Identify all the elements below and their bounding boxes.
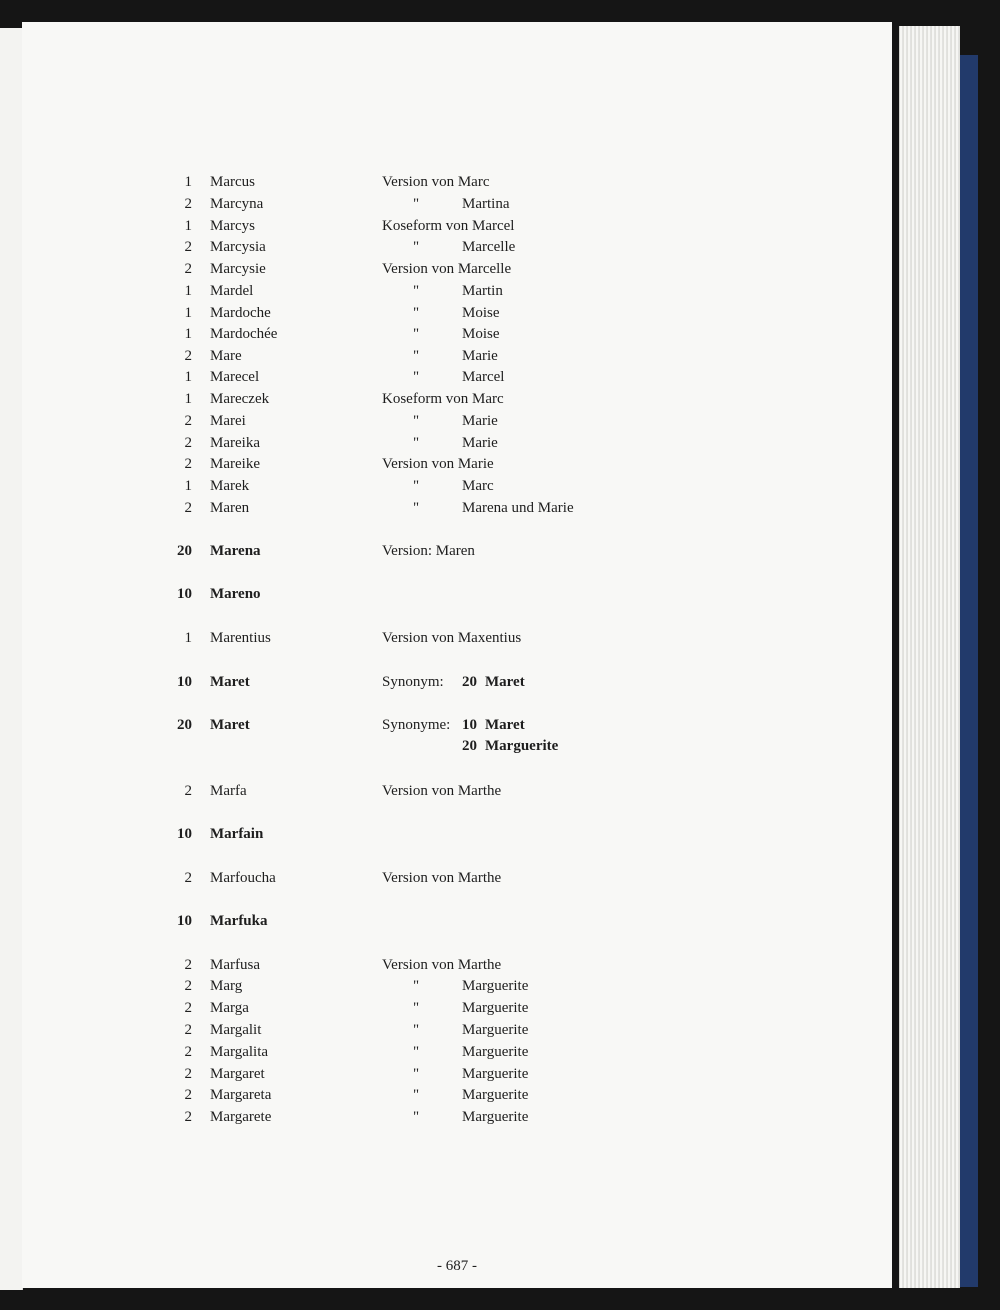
entry-target: Marcelle: [462, 239, 516, 255]
entry-count: 10: [177, 913, 192, 929]
entry-description: Koseform von Marc: [382, 391, 504, 407]
entry-name: Marei: [210, 413, 246, 429]
synonym-label: Synonyme:: [382, 717, 451, 733]
entry-name: Maren: [210, 500, 250, 516]
entry-count: 10: [177, 674, 192, 690]
entry-count: 2: [184, 957, 192, 973]
synonym-name: Maret: [485, 717, 525, 733]
entry-name: Mare: [210, 348, 242, 364]
entry-count: 2: [184, 196, 192, 212]
entry-row: [22, 911, 892, 931]
entry-description: Version von Maxentius: [382, 630, 522, 646]
synonym-count: 10: [462, 717, 477, 733]
entry-target: Moise: [462, 326, 500, 342]
entry-count: 2: [184, 1000, 192, 1016]
entry-row: [22, 367, 892, 387]
entry-row: [22, 389, 892, 409]
entry-name: Maret: [210, 674, 250, 690]
page-number: - 687 -: [437, 1258, 477, 1274]
ditto-mark: ": [412, 326, 420, 342]
entry-name: Mareno: [210, 586, 261, 602]
ditto-mark: ": [412, 348, 420, 364]
entry-count: 1: [184, 630, 192, 646]
entry-name: Mareike: [210, 456, 260, 472]
left-page-edge: [0, 28, 23, 1290]
entry-target: Marie: [462, 348, 498, 364]
entry-count: 1: [184, 369, 192, 385]
entry-name: Margarete: [210, 1109, 272, 1125]
book-page: [22, 22, 892, 1288]
ditto-mark: ": [412, 1066, 420, 1082]
entry-count: 1: [184, 174, 192, 190]
entry-target: Moise: [462, 305, 500, 321]
entry-name: Marfusa: [210, 957, 260, 973]
entry-count: 1: [184, 283, 192, 299]
entry-row: [22, 303, 892, 323]
entry-count: 1: [184, 218, 192, 234]
entry-target: Marguerite: [462, 1022, 529, 1038]
entry-count: 2: [184, 978, 192, 994]
entry-count: 20: [177, 717, 192, 733]
ditto-mark: ": [412, 283, 420, 299]
entry-row: [22, 498, 892, 518]
entry-row: [22, 346, 892, 366]
entry-name: Mareika: [210, 435, 260, 451]
entry-row: [22, 1042, 892, 1062]
entry-count: 10: [177, 586, 192, 602]
entry-row: [22, 1107, 892, 1127]
entry-name: Marentius: [210, 630, 271, 646]
synonym-name: Maret: [485, 674, 525, 690]
entry-row: [22, 259, 892, 279]
entry-target: Martin: [462, 283, 503, 299]
entry-target: Marc: [462, 478, 494, 494]
ditto-mark: ": [412, 305, 420, 321]
entry-count: 2: [184, 1087, 192, 1103]
entry-target: Marguerite: [462, 1000, 529, 1016]
entry-description: Version von Marc: [382, 174, 490, 190]
entry-row: [22, 281, 892, 301]
entry-row: [22, 433, 892, 453]
entry-row: [22, 237, 892, 257]
ditto-mark: ": [412, 369, 420, 385]
entry-row: [22, 194, 892, 214]
entry-description: Koseform von Marcel: [382, 218, 515, 234]
entry-row: [22, 1020, 892, 1040]
entry-count: 2: [184, 456, 192, 472]
entry-name: Marfuka: [210, 913, 268, 929]
entry-count: 2: [184, 1044, 192, 1060]
entry-target: Marguerite: [462, 1087, 529, 1103]
synonym-label: Synonym:: [382, 674, 444, 690]
synonym-count: 20: [462, 738, 477, 754]
entry-row: [22, 584, 892, 604]
entry-description: Version von Marthe: [382, 870, 502, 886]
ditto-mark: ": [412, 239, 420, 255]
ditto-mark: ": [412, 1044, 420, 1060]
entry-name: Margalit: [210, 1022, 262, 1038]
entry-description: Version von Marthe: [382, 957, 502, 973]
entry-row: [22, 672, 892, 692]
entry-row: [22, 824, 892, 844]
entry-name: Mardoche: [210, 305, 271, 321]
entry-name: Marg: [210, 978, 243, 994]
ditto-mark: ": [412, 413, 420, 429]
entry-name: Marfa: [210, 783, 247, 799]
entry-count: 1: [184, 391, 192, 407]
entry-target: Marguerite: [462, 1109, 529, 1125]
entry-name: Mardel: [210, 283, 254, 299]
entry-description: Version von Marie: [382, 456, 494, 472]
entry-count: 2: [184, 435, 192, 451]
entry-row: [22, 476, 892, 496]
entry-target: Marie: [462, 413, 498, 429]
entry-target: Marie: [462, 435, 498, 451]
entry-count: 1: [184, 478, 192, 494]
entry-name: Marfoucha: [210, 870, 276, 886]
entry-name: Margareta: [210, 1087, 272, 1103]
entry-row: [22, 454, 892, 474]
entry-name: Marcys: [210, 218, 255, 234]
entry-name: Mardochée: [210, 326, 278, 342]
ditto-mark: ": [412, 196, 420, 212]
entry-count: 1: [184, 326, 192, 342]
entry-count: 20: [177, 543, 192, 559]
entry-name: Marcyna: [210, 196, 264, 212]
entry-row: [22, 1064, 892, 1084]
entry-name: Marfain: [210, 826, 264, 842]
entry-count: 10: [177, 826, 192, 842]
entry-name: Mareczek: [210, 391, 270, 407]
entry-count: 2: [184, 870, 192, 886]
entry-row: [22, 1085, 892, 1105]
entry-name: Margaret: [210, 1066, 265, 1082]
entry-target: Marguerite: [462, 978, 529, 994]
entry-row: [22, 955, 892, 975]
entry-target: Marguerite: [462, 1066, 529, 1082]
entry-description: Version von Marcelle: [382, 261, 512, 277]
entry-target: Marguerite: [462, 1044, 529, 1060]
entry-name: Marena: [210, 543, 261, 559]
entry-row: [22, 998, 892, 1018]
entry-target: Martina: [462, 196, 510, 212]
entry-count: 2: [184, 1022, 192, 1038]
entry-row: [22, 411, 892, 431]
entry-row: [22, 781, 892, 801]
entry-row: [22, 541, 892, 561]
ditto-mark: ": [412, 1000, 420, 1016]
synonym-name: Marguerite: [485, 738, 559, 754]
entry-name: Marek: [210, 478, 250, 494]
ditto-mark: ": [412, 978, 420, 994]
entry-name: Marga: [210, 1000, 249, 1016]
entry-count: 1: [184, 305, 192, 321]
entry-target: Marcel: [462, 369, 505, 385]
entry-name: Marcysia: [210, 239, 266, 255]
entry-row: [22, 976, 892, 996]
entry-row: [22, 628, 892, 648]
entry-name: Marecel: [210, 369, 260, 385]
entry-name: Margalita: [210, 1044, 269, 1060]
ditto-mark: ": [412, 500, 420, 516]
entry-description: Version von Marthe: [382, 783, 502, 799]
entry-row: [22, 324, 892, 344]
entry-count: 2: [184, 783, 192, 799]
entry-name: Marcysie: [210, 261, 266, 277]
entry-row: [22, 216, 892, 236]
entry-count: 2: [184, 1066, 192, 1082]
entry-row: [22, 715, 892, 754]
entry-count: 2: [184, 500, 192, 516]
entry-name: Marcus: [210, 174, 255, 190]
entry-count: 2: [184, 261, 192, 277]
entry-target: Marena und Marie: [462, 500, 574, 516]
entry-name: Maret: [210, 717, 250, 733]
page-stack-edge: [899, 26, 960, 1288]
ditto-mark: ": [412, 1109, 420, 1125]
ditto-mark: ": [412, 435, 420, 451]
entry-count: 2: [184, 348, 192, 364]
ditto-mark: ": [412, 1087, 420, 1103]
entry-row: [22, 172, 892, 192]
ditto-mark: ": [412, 1022, 420, 1038]
entry-row: [22, 868, 892, 888]
ditto-mark: ": [412, 478, 420, 494]
entry-description: Version: Maren: [382, 543, 475, 559]
synonym-count: 20: [462, 674, 477, 690]
entry-count: 2: [184, 1109, 192, 1125]
entry-count: 2: [184, 239, 192, 255]
entry-count: 2: [184, 413, 192, 429]
